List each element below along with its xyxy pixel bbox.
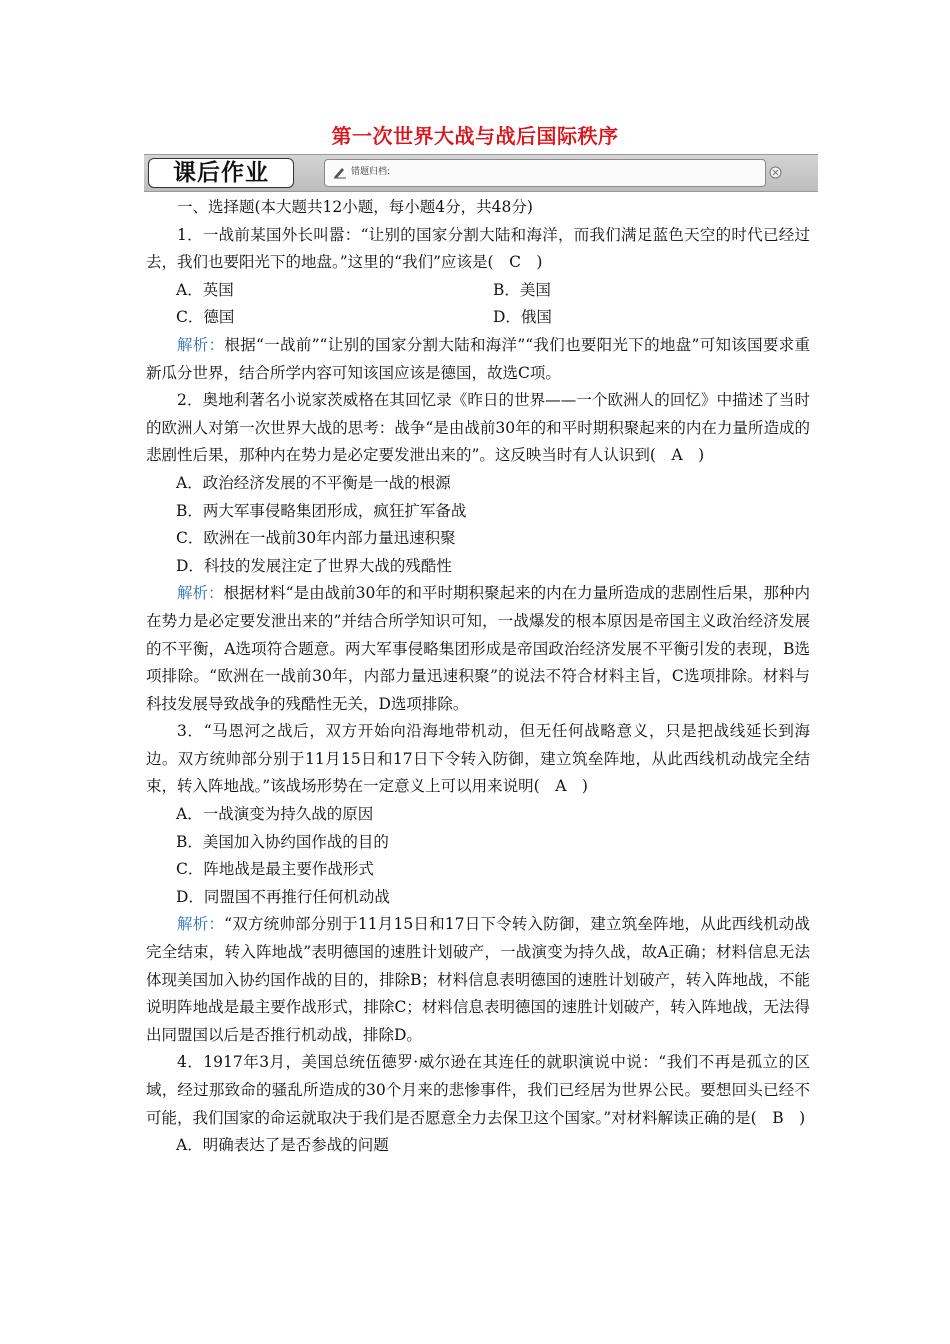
analysis-text: “双方统帅部分别于11月15日和17日下令转入防御，建立筑垒阵地，从此西线机动战完全结束，转入阵地战”表明德国的速胜计划破产，一战演变为持久战，故A正确；材料信息无法体现美国加入协约国作战的目的，排除B；材料信息表明德国的速胜计划破产，转入阵地战，不能说明阵地战是最主要作战形式，排除C；材料信息表明德国的速胜计划破产，转入阵地战，无法得出同盟国以后是否推行机动战，排除D。 xyxy=(146,915,810,1044)
question-2-analysis xyxy=(146,580,810,718)
question-3-option-d: D．同盟国不再推行任何机动战 xyxy=(176,887,390,906)
question-1-option-c: C．德国 xyxy=(176,308,235,327)
question-1-option-d: D．俄国 xyxy=(493,308,552,327)
question-3-option-b: B．美国加入协约国作战的目的 xyxy=(176,832,389,851)
question-3-option-c: C．阵地战是最主要作战形式 xyxy=(176,860,374,879)
question-2-option-d: D．科技的发展注定了世界大战的残酷性 xyxy=(176,556,452,575)
banner-label: 课后作业 xyxy=(148,158,294,188)
error-archive-field[interactable] xyxy=(324,159,766,187)
analysis-text: 根据材料“是由战前30年的和平时期积聚起来的内在力量所造成的悲剧性后果，那种内在势力是必定要发泄出来的”并结合所学知识可知，一战爆发的根本原因是帝国主义政治经济发展的不平衡，A选项符合题意。两大军事侵略集团形成是帝国政治经济发展不平衡引发的表现，B选项排除。“欧洲在一战前30年，内部力量迅速积聚”的说法不符合材料主旨，C选项排除。材料与科技发展导致战争的残酷性无关，D选项排除。 xyxy=(146,584,810,713)
section-header: 一、选择题(本大题共12小题，每小题4分，共48分) xyxy=(177,198,533,216)
pen-icon xyxy=(333,165,347,179)
homework-banner xyxy=(144,154,818,192)
question-4-option-a: A．明确表达了是否参战的问题 xyxy=(176,1136,389,1155)
question-3-analysis xyxy=(146,911,810,1049)
page-title: 第一次世界大战与战后国际秩序 xyxy=(331,124,619,148)
question-1-options-row-1 xyxy=(146,277,810,305)
question-2-option-c: C．欧洲在一战前30年内部力量迅速积聚 xyxy=(176,529,456,548)
question-2-option-b: B．两大军事侵略集团形成，疯狂扩军备战 xyxy=(176,501,467,520)
question-4-stem: 4．1917年3月，美国总统伍德罗·威尔逊在其连任的就职演说中说：“我们不再是孤立的区域，经过那致命的骚乱所造成的30个月来的悲惨事件，我们已经居为世界公民。要想回头已经不可能，我们国家的命运就取决于我们是否愿意全力去保卫这个国家。”对材料解读正确的是( B ) xyxy=(146,1053,810,1127)
question-1-analysis xyxy=(146,332,810,387)
mouse-icon xyxy=(769,166,782,179)
question-content xyxy=(146,194,810,1160)
question-1-option-b: B．美国 xyxy=(493,280,551,299)
question-1-stem: 1．一战前某国外长叫嚣：“让别的国家分割大陆和海洋，而我们满足蓝色天空的时代已经过去，我们也要阳光下的地盘。”这里的“我们”应该是( C ) xyxy=(146,225,810,272)
analysis-label: 解析： xyxy=(177,915,225,934)
question-3-stem: 3．“马恩河之战后，双方开始向沿海地带机动，但无任何战略意义，只是把战线延长到海边。双方统帅部分别于11月15日和17日下令转入防御，建立筑垒阵地，从此西线机动战完全结束，转入阵地战。”该战场形势在一定意义上可以用来说明( A ) xyxy=(146,722,810,796)
analysis-label: 解析： xyxy=(177,584,224,603)
question-1-options-row-2 xyxy=(146,304,810,332)
question-3-option-a: A．一战演变为持久战的原因 xyxy=(176,805,374,824)
question-1-option-a: A．英国 xyxy=(176,280,234,299)
error-archive-label: 错题归档: xyxy=(351,167,391,177)
question-2-option-a: A．政治经济发展的不平衡是一战的根源 xyxy=(176,473,451,492)
analysis-label: 解析： xyxy=(177,335,225,354)
question-2-stem: 2．奥地利著名小说家茨威格在其回忆录《昨日的世界——一个欧洲人的回忆》中描述了当时的欧洲人对第一次世界大战的思考：战争“是由战前30年的和平时期积聚起来的内在力量所造成的悲剧性后果，那种内在势力是必定要发泄出来的”。这反映当时有人认识到( A ) xyxy=(146,391,810,465)
analysis-text: 根据“一战前”“让别的国家分割大陆和海洋”“我们也要阳光下的地盘”可知该国要求重新瓜分世界，结合所学内容可知该国应该是德国，故选C项。 xyxy=(146,335,810,382)
